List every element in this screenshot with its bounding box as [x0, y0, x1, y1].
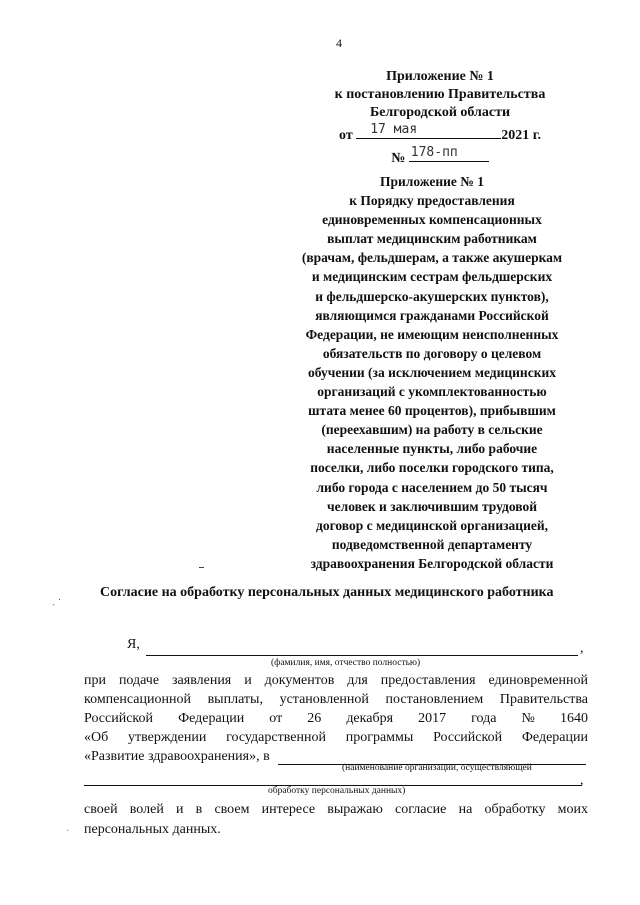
appendix2-line: подведомственной департаменту	[331, 536, 533, 552]
word: государственной	[226, 730, 326, 745]
date-handwritten: 17 мая	[370, 122, 418, 137]
appendix2-line: к Порядку предоставления	[349, 193, 515, 209]
appendix2-line: (врачам, фельдшерам, а также акушеркам	[301, 250, 563, 266]
margin-mark: ˏ ·	[52, 595, 62, 606]
appendix2-line: выплат медицинским работникам	[327, 231, 537, 247]
appendix2-line: единовременных компенсационных	[322, 212, 542, 228]
date-field	[356, 122, 501, 139]
word: Российской	[84, 711, 153, 726]
appendix2-line: организаций с укомплектованностью	[317, 384, 547, 400]
appendix2-line: и фельдшерско-акушерских пунктов),	[315, 288, 549, 304]
word: Российской	[433, 730, 503, 745]
fio-fill-line[interactable]	[146, 655, 578, 656]
appendix2-line: здравоохранения Белгородской области	[310, 555, 554, 571]
ya-label: Я,	[127, 637, 140, 652]
appendix1-header	[312, 68, 568, 168]
appendix2-line: Приложение № 1	[380, 174, 484, 189]
word: 2017	[418, 711, 447, 726]
word: 26	[307, 711, 322, 726]
appendix1-line2: к постановлению Правительства	[334, 87, 546, 102]
number-prefix: №	[391, 151, 406, 166]
word: «Об	[84, 730, 109, 745]
consent-title: Согласие на обработку персональных данных медицинского работника	[100, 585, 554, 600]
appendix1-line3: Белгородской области	[369, 105, 511, 120]
appendix2-line: обязательств по договору о целевом	[322, 345, 542, 361]
body-line-1: при подаче заявления и документов для предоставления единовременной	[84, 673, 588, 688]
word: от	[269, 711, 283, 726]
appendix2-line: поселки, либо поселки городского типа,	[310, 460, 554, 476]
appendix1-title: Приложение № 1	[386, 69, 494, 84]
fio-comma: ,	[580, 641, 584, 656]
body-line-8: персональных данных.	[84, 822, 221, 837]
date-suffix: 2021 г.	[501, 128, 541, 143]
margin-mark: ·	[66, 826, 70, 837]
appendix2-line: человек и заключившим трудовой	[327, 498, 537, 514]
word: утверждении	[128, 730, 207, 745]
appendix2-line: обучении (за исключением медицинских	[308, 364, 556, 380]
scan-tick-mark	[199, 567, 204, 568]
appendix2-line: являющимся гражданами Российской	[315, 307, 549, 323]
word: Федерации	[178, 711, 245, 726]
date-prefix: от	[339, 128, 353, 143]
appendix2-line: и медицинским сестрам фельдшерских	[311, 269, 553, 285]
org-comma: ,	[580, 773, 584, 788]
number-handwritten: 178-пп	[410, 145, 458, 160]
number-field	[409, 145, 489, 162]
word: декабря	[346, 711, 394, 726]
body-line-4	[84, 728, 588, 747]
appendix1-number-row	[312, 145, 568, 168]
appendix2-line: (переехавшим) на работу в сельские	[321, 422, 543, 438]
appendix2-line: штата менее 60 процентов), прибывшим	[308, 403, 556, 419]
body-line-5: «Развитие здравоохранения», в	[84, 749, 270, 764]
appendix2-line: Федерации, не имеющим неисполненных	[305, 326, 559, 342]
appendix2-header	[284, 172, 580, 573]
appendix2-line: населенные пункты, либо рабочие	[326, 441, 538, 457]
word: 1640	[559, 711, 588, 726]
org-caption-1: (наименование организации, осуществляющей	[342, 763, 532, 773]
word: №	[521, 711, 535, 726]
word: года	[471, 711, 497, 726]
word: программы	[345, 730, 414, 745]
appendix2-line: договор с медицинской организацией,	[315, 517, 548, 533]
page-number: 4	[336, 36, 342, 50]
org-caption-2: обработку персональных данных)	[268, 786, 406, 796]
appendix1-date-row	[312, 122, 568, 145]
body-line-7: своей волей и в своем интересе выражаю согласие на обработку моих	[84, 802, 588, 817]
body-line-2: компенсационной выплаты, установленной постановлением Правительства	[84, 692, 588, 707]
body-line-3	[84, 709, 588, 728]
fio-caption: (фамилия, имя, отчество полностью)	[271, 658, 421, 668]
word: Федерации	[521, 730, 588, 745]
appendix2-line: либо города с населением до 50 тысяч	[316, 479, 548, 495]
